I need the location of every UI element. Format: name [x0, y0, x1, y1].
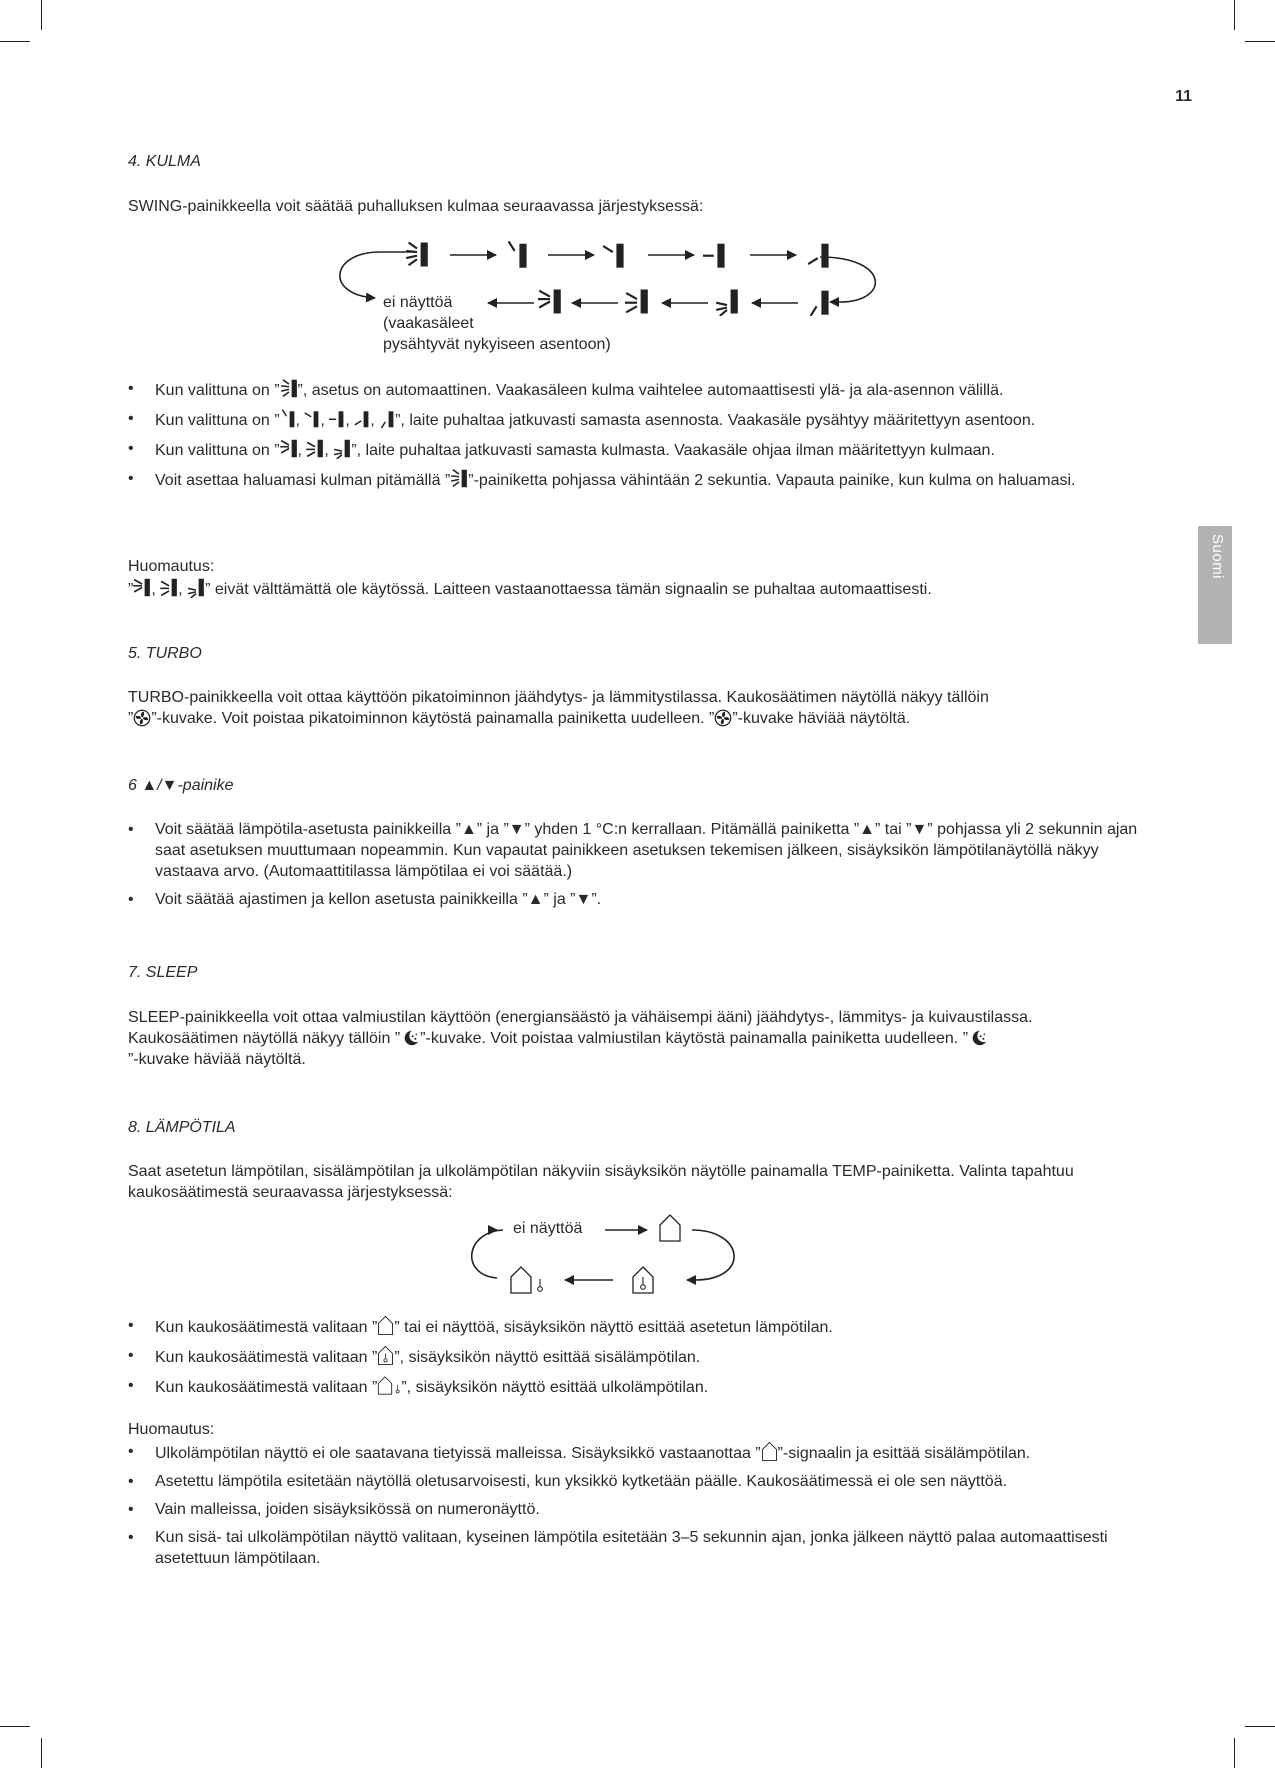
kulma-intro: SWING-painikkeella voit säätää puhalluksen kulmaa seuraavassa järjestyksessä: [128, 198, 704, 215]
sleep-text-line-1: SLEEP-painikkeella voit ottaa valmiustilan käyttöön (energiansäästö ja vähäisempi ääni) jäähdytys-, lämmitys- ja kuivaustilassa. [128, 1009, 1033, 1026]
sleep-text-line-2: Kaukosäätimen näytöllä näkyy tällöin ” ”-kuvake. Voit poistaa valmiustilan käytöstä painamalla painiketta uudelleen. ” [128, 1028, 1128, 1049]
swing-fixed-2-icon [625, 290, 648, 314]
house-icon [761, 1441, 778, 1462]
swing-position-3-icon [703, 244, 725, 268]
swing-fixed-3-icon [187, 577, 205, 598]
list-item: • Kun kaukosäätimestä valitaan ” ”, sisäyksikön näyttö esittää ulkolämpötilan. [128, 1375, 1140, 1398]
crop-mark [1245, 41, 1275, 42]
page-number: 11 [1175, 88, 1192, 105]
crop-mark [41, 0, 42, 30]
sleep-text [128, 1007, 1128, 1070]
language-tab [1198, 526, 1232, 644]
section-title-turbo: 5. TURBO [128, 645, 202, 662]
house-icon [377, 1315, 394, 1336]
swing-position-2-icon [304, 408, 320, 429]
swing-fixed-2-icon [160, 577, 178, 598]
swing-position-5-icon [379, 408, 395, 429]
sleep-moon-icon [968, 1029, 988, 1047]
lampotila-note-title: Huomautus: [128, 1421, 215, 1438]
updown-bullets [128, 819, 1140, 917]
crop-mark [1234, 1738, 1235, 1768]
swing-auto-icon [450, 468, 468, 489]
list-item: • Voit asettaa haluamasi kulman pitämällä ” ”-painiketta pohjassa vähintään 2 sekuntia. Vapauta painike, kun kulma on haluamasi. [128, 468, 1140, 491]
crop-mark [1245, 1726, 1275, 1727]
section-title-lampotila: 8. LÄMPÖTILA [128, 1119, 236, 1136]
swing-label-line-1: ei näyttöä [383, 294, 453, 311]
crop-mark [0, 41, 30, 42]
swing-position-4-icon [808, 244, 828, 268]
list-item: • Asetettu lämpötila esitetään näytöllä oletusarvoisesti, kun yksikkö kytketään päälle. Kaukosäätimessä ei ole sen näyttöä. [128, 1471, 1140, 1492]
swing-fixed-1-icon [133, 577, 151, 598]
indoor-temp-icon [377, 1345, 394, 1366]
kulma-note-title: Huomautus: [128, 558, 215, 575]
swing-position-5-icon [811, 291, 829, 316]
list-item: • Voit säätää lämpötila-asetusta painikkeilla ”▲” ja ”▼” yhden 1 °C:n kerrallaan. Pitämällä painiketta ”▲” tai ”▼” pohjassa yli 2 sekunnin ajan saat asetuksen muuttumaan nopeammin. Kun vapautat painikkeen asetuksen tekemisen jälkeen, sisäyksikön lämpötilanäytöllä näkyy vastaava arvo. (Automaattitilassa lämpötilaa ei voi säätää.) [128, 819, 1140, 882]
kulma-note-text: ” , , ” eivät välttämättä ole käytössä. Laitteen vastaanottaessa tämän signaalin se puhaltaa automaattisesti. [128, 577, 1128, 600]
section-title-sleep: 7. SLEEP [128, 964, 198, 981]
turbo-text-line-2: ” ”-kuvake. Voit poistaa pikatoiminnon käytöstä painamalla painiketta uudelleen. ” ”-kuvake häviää näytöltä. [128, 710, 911, 727]
sleep-text-line-3: ”-kuvake häviää näytöltä. [128, 1051, 306, 1068]
swing-position-2-icon [603, 244, 623, 268]
turbo-text-line-1: TURBO-painikkeella voit ottaa käyttöön pikatoiminnon jäähdytys- ja lämmitystilassa. Kaukosäätimen näytöllä näkyy tällöin [128, 689, 989, 706]
list-item: • Kun kaukosäätimestä valitaan ” ” tai ei näyttöä, sisäyksikön näyttö esittää asetetun lämpötilan. [128, 1315, 1140, 1338]
outdoor-temp-icon [377, 1375, 401, 1396]
lampotila-bullets [128, 1315, 1140, 1405]
turbo-text [128, 687, 1128, 729]
swing-auto-icon [406, 243, 428, 267]
list-item: • Vain malleissa, joiden sisäyksikössä on numeronäyttö. [128, 1499, 1140, 1520]
sleep-moon-icon [400, 1029, 420, 1047]
language-tab-label: Suomi [1209, 534, 1226, 580]
crop-mark [1234, 0, 1235, 30]
list-item: • Kun valittuna on ” , , ”, laite puhaltaa jatkuvasti samasta kulmasta. Vaakasäle ohjaa ilman määritettyyn kulmaan. [128, 438, 1140, 461]
temp-sequence-diagram [455, 1210, 755, 1305]
swing-fixed-1-icon [280, 438, 298, 459]
swing-fixed-2-icon [306, 438, 324, 459]
swing-position-1-icon [509, 241, 527, 267]
swing-no-display-label [383, 292, 611, 355]
lampotila-intro: Saat asetetun lämpötilan, sisälämpötilan ja ulkolämpötilan näkyviin sisäyksikön näytölle painamalla TEMP-painiketta. Valinta tapahtuu kaukosäätimestä seuraavassa järjestyksessä: [128, 1163, 1074, 1201]
temp-no-display-label: ei näyttöä [513, 1220, 583, 1237]
list-item: • Voit säätää ajastimen ja kellon asetusta painikkeilla ”▲” ja ”▼”. [128, 889, 1140, 910]
outdoor-temp-icon [511, 1267, 542, 1293]
kulma-bullets [128, 378, 1140, 498]
list-item: • Ulkolämpötilan näyttö ei ole saatavana tietyissä malleissa. Sisäyksikkö vastaanottaa ” ”-signaalin ja esittää sisälämpötilan. [128, 1441, 1140, 1464]
temp-loop-left [472, 1230, 503, 1278]
swing-auto-icon [280, 378, 298, 399]
swing-label-line-2: (vaakasäleet [383, 315, 474, 332]
swing-position-1-icon [280, 408, 296, 429]
crop-mark [41, 1738, 42, 1768]
swing-position-4-icon [354, 408, 370, 429]
turbo-fan-icon [133, 709, 151, 727]
swing-fixed-3-icon [716, 290, 738, 316]
list-item: • Kun valittuna on ” ”, asetus on automaattinen. Vaakasäleen kulma vaihtelee automaattisesti ylä- ja ala-asennon välillä. [128, 378, 1140, 401]
section-title-kulma: 4. KULMA [128, 153, 201, 170]
temp-loop-right [690, 1230, 734, 1280]
list-item: • Kun kaukosäätimestä valitaan ” ”, sisäyksikön näyttö esittää sisälämpötilan. [128, 1345, 1140, 1368]
list-item: • Kun valittuna on ” , , , , ”, laite puhaltaa jatkuvasti samasta asennosta. Vaakasäle pysähtyy määritettyyn asentoon. [128, 408, 1140, 431]
house-icon [660, 1215, 680, 1241]
lampotila-note-bullets [128, 1441, 1140, 1576]
swing-position-3-icon [329, 408, 345, 429]
indoor-temp-icon [633, 1267, 653, 1293]
crop-mark [0, 1726, 30, 1727]
list-item: • Kun sisä- tai ulkolämpötilan näyttö valitaan, kyseinen lämpötila esitetään 3–5 sekunnin ajan, jonka jälkeen näyttö palaa automaattisesti asetettuun lämpötilaan. [128, 1527, 1140, 1569]
swing-label-line-3: pysähtyvät nykyiseen asentoon) [383, 336, 611, 353]
section-title-updown: 6 ▲/▼-painike [128, 777, 234, 794]
swing-fixed-3-icon [333, 438, 351, 459]
turbo-fan-icon [714, 709, 732, 727]
